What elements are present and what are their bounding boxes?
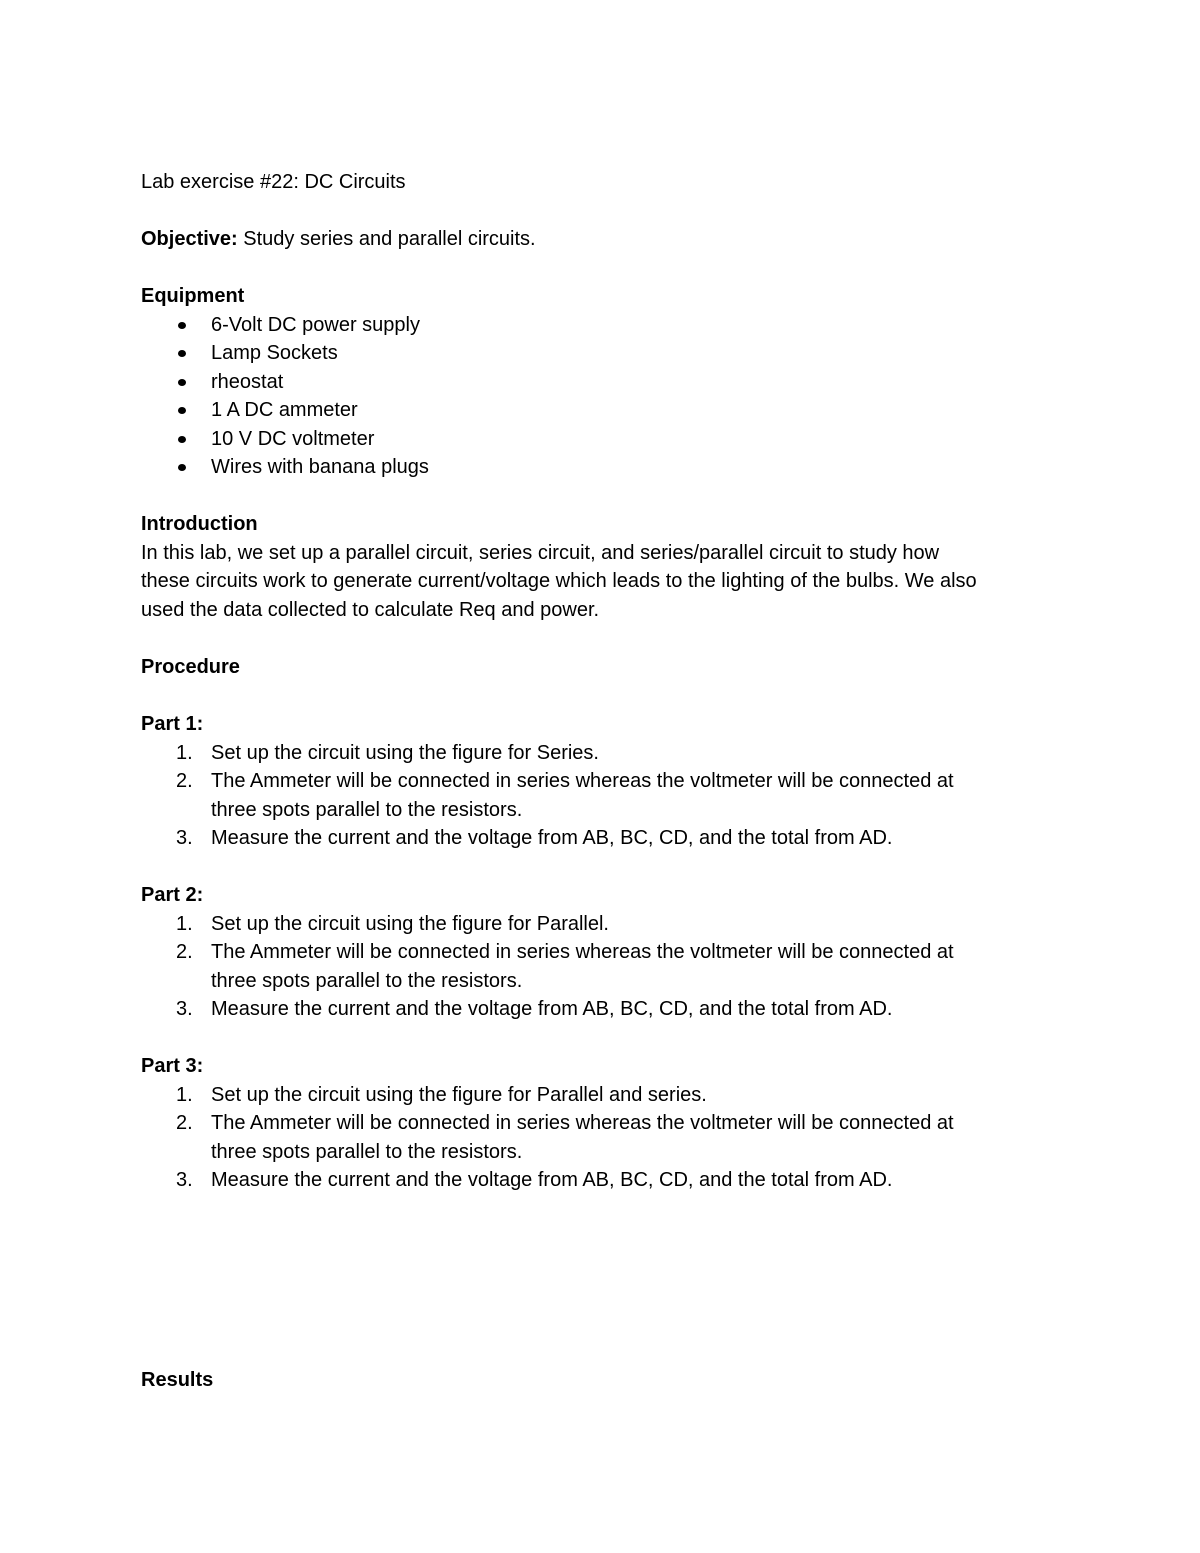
- part-heading: Part 3:: [141, 1055, 204, 1077]
- objective-block: [141, 225, 1061, 254]
- list-item: [141, 995, 1061, 1024]
- equipment-item-label: rheostat: [211, 370, 284, 393]
- list-item: [141, 396, 1061, 425]
- step-text: Measure the current and the voltage from AB, BC, CD, and the total from AD.: [211, 827, 893, 849]
- list-item: [141, 739, 1061, 768]
- steps-list: [141, 1081, 1061, 1195]
- step-text: three spots parallel to the resistors.: [211, 969, 523, 992]
- step-number: 1.: [176, 741, 193, 764]
- list-item: [141, 938, 1061, 995]
- step-text: Set up the circuit using the figure for Series.: [211, 741, 599, 764]
- bullet-icon: [178, 350, 186, 357]
- step-number: 3.: [176, 827, 193, 849]
- procedure-part-1: [141, 710, 1061, 853]
- document-title-block: [141, 168, 1061, 197]
- step-number: 2.: [176, 941, 193, 963]
- equipment-section: [141, 282, 1061, 482]
- step-number: 3.: [176, 998, 193, 1020]
- list-item: [141, 425, 1061, 454]
- objective-line: [141, 225, 1061, 254]
- equipment-item-label: Lamp Sockets: [211, 342, 338, 364]
- document-title: Lab exercise #22: DC Circuits: [141, 171, 406, 193]
- introduction-heading: Introduction: [141, 513, 258, 535]
- bullet-icon: [178, 436, 186, 443]
- list-item: [141, 1109, 1061, 1166]
- step-text: The Ammeter will be connected in series whereas the voltmeter will be connected at: [211, 770, 954, 792]
- list-item: [141, 1081, 1061, 1110]
- list-item: [141, 368, 1061, 397]
- bullet-icon: [178, 464, 186, 471]
- bullet-icon: [178, 379, 186, 386]
- results-section: [141, 1366, 1061, 1395]
- step-text: Measure the current and the voltage from AB, BC, CD, and the total from AD.: [211, 998, 893, 1020]
- step-number: 1.: [176, 1083, 193, 1106]
- objective-label: Objective:: [141, 228, 238, 250]
- list-item: [141, 339, 1061, 368]
- results-heading: Results: [141, 1369, 214, 1391]
- introduction-line: used the data collected to calculate Req and power.: [141, 598, 600, 621]
- steps-list: [141, 910, 1061, 1024]
- list-item: [141, 311, 1061, 340]
- list-item: [141, 767, 1061, 824]
- introduction-line: In this lab, we set up a parallel circuit, series circuit, and series/parallel circuit to study how: [141, 541, 940, 564]
- introduction-line: these circuits work to generate current/voltage which leads to the lighting of the bulbs. We also: [141, 570, 977, 592]
- bullet-icon: [178, 322, 186, 329]
- step-number: 2.: [176, 1112, 193, 1134]
- introduction-section: [141, 510, 1061, 624]
- step-text: Measure the current and the voltage from AB, BC, CD, and the total from AD.: [211, 1169, 893, 1191]
- step-number: 3.: [176, 1169, 193, 1191]
- procedure-heading: Procedure: [141, 656, 240, 678]
- equipment-item-label: 1 A DC ammeter: [211, 399, 358, 421]
- equipment-item-label: Wires with banana plugs: [211, 456, 429, 478]
- part-heading: Part 1:: [141, 713, 204, 735]
- step-text: Set up the circuit using the figure for Parallel.: [211, 912, 609, 935]
- step-text: The Ammeter will be connected in series whereas the voltmeter will be connected at: [211, 1112, 954, 1134]
- step-number: 1.: [176, 912, 193, 935]
- step-number: 2.: [176, 770, 193, 792]
- bullet-icon: [178, 407, 186, 414]
- objective-text: Study series and parallel circuits.: [237, 228, 536, 250]
- part-heading: Part 2:: [141, 884, 204, 906]
- list-item: [141, 1166, 1061, 1195]
- step-text: Set up the circuit using the figure for Parallel and series.: [211, 1083, 707, 1106]
- step-text: three spots parallel to the resistors.: [211, 798, 523, 821]
- equipment-item-label: 10 V DC voltmeter: [211, 427, 375, 450]
- equipment-heading: Equipment: [141, 285, 245, 307]
- equipment-item-label: 6-Volt DC power supply: [211, 313, 420, 336]
- list-item: [141, 453, 1061, 482]
- equipment-list: [141, 311, 1061, 482]
- list-item: [141, 824, 1061, 853]
- step-text: three spots parallel to the resistors.: [211, 1140, 523, 1163]
- procedure-part-2: [141, 881, 1061, 1024]
- list-item: [141, 910, 1061, 939]
- step-text: The Ammeter will be connected in series whereas the voltmeter will be connected at: [211, 941, 954, 963]
- procedure-heading-block: [141, 653, 1061, 682]
- procedure-part-3: [141, 1052, 1061, 1195]
- steps-list: [141, 739, 1061, 853]
